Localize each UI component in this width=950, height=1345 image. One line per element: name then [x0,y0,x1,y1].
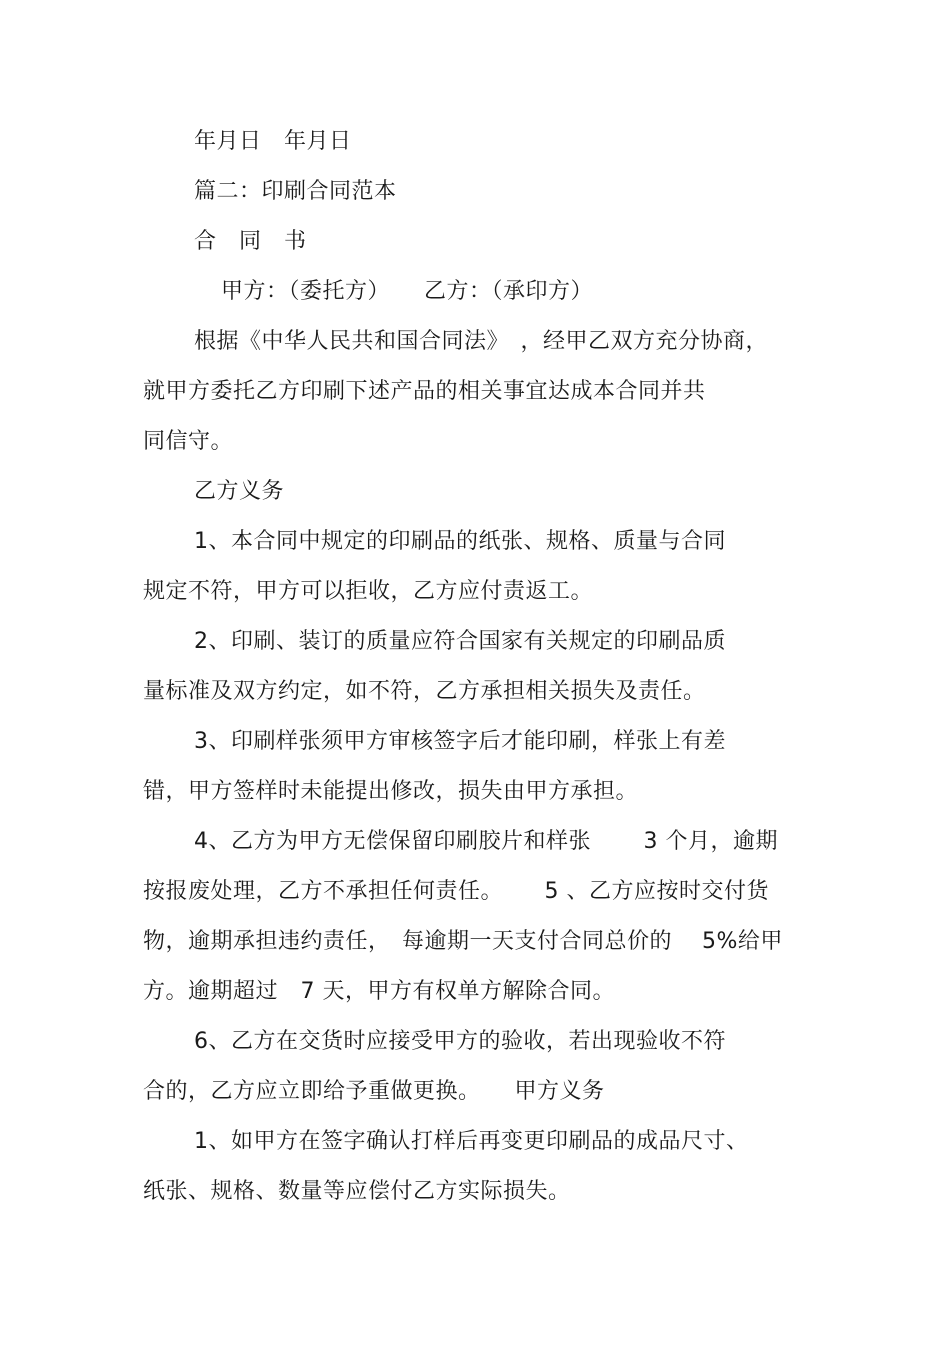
date-line: 年月日 年月日 [194,129,352,154]
paragraph-line: 物，逾期承担违约责任， 每逾期一天支付合同总价的 5%给甲 [143,929,783,954]
paragraph-line: 根据《中华人民共和国合同法》 ，经甲乙双方充分协商， [194,329,769,354]
paragraph-line: 2、印刷、装订的质量应符合国家有关规定的印刷品质 [194,629,726,654]
contract-title: 合 同 书 [194,229,307,254]
subheading: 乙方义务 [194,479,285,504]
paragraph-line: 规定不符，甲方可以拒收，乙方应付责返工。 [143,579,594,604]
section-heading: 篇二：印刷合同范本 [194,179,397,204]
paragraph-line: 错，甲方签样时未能提出修改，损失由甲方承担。 [143,779,639,804]
paragraph-line: 4、乙方为甲方无偿保留印刷胶片和样张 3 个月，逾期 [194,829,778,854]
paragraph-line: 6、乙方在交货时应接受甲方的验收，若出现验收不符 [194,1029,726,1054]
paragraph-line: 3、印刷样张须甲方审核签字后才能印刷，样张上有差 [194,729,726,754]
parties-line: 甲方：（委托方） 乙方：（承印方） [221,279,594,304]
paragraph-line: 1、本合同中规定的印刷品的纸张、规格、质量与合同 [194,529,726,554]
paragraph-line: 按报废处理，乙方不承担任何责任。 5 、乙方应按时交付货 [143,879,769,904]
paragraph-line: 纸张、规格、数量等应偿付乙方实际损失。 [143,1179,571,1204]
paragraph-line: 就甲方委托乙方印刷下述产品的相关事宜达成本合同并共 [143,379,706,404]
paragraph-line: 量标准及双方约定，如不符，乙方承担相关损失及责任。 [143,679,706,704]
paragraph-line: 同信守。 [143,429,234,454]
paragraph-line: 方。逾期超过 7 天，甲方有权单方解除合同。 [143,979,615,1004]
paragraph-line: 合的，乙方应立即给予重做更换。 甲方义务 [143,1079,605,1104]
paragraph-line: 1、如甲方在签字确认打样后再变更印刷品的成品尺寸、 [194,1129,749,1154]
